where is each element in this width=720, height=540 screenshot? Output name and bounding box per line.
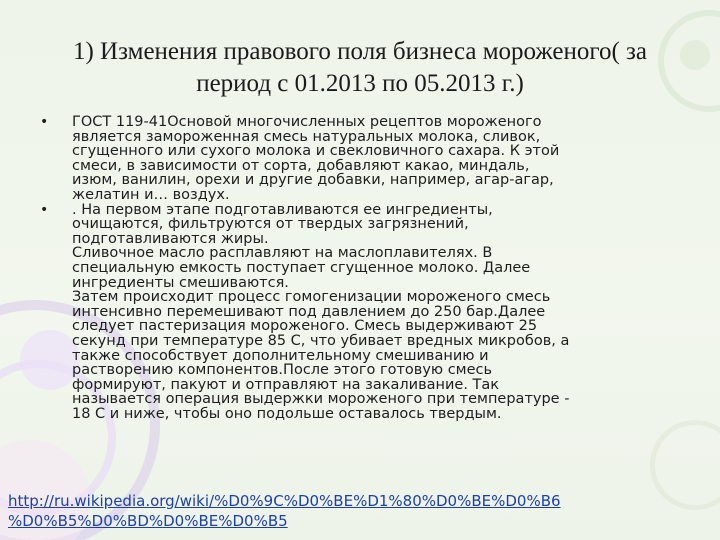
bullet-process: • . На первом этапе подготавливаются ее ингредиенты, очищаются, фильтруются от твердых загрязнений, подготавливаются жиры. Сливочное масло расплавляют на маслоплавителях. В специальную емкость поступает сгущенное молоко. Далее ингредиенты смешиваются. Затем происходит процесс гомогенизации мороженого смесь интенсивно перемешивают под давлением до 250 бар.Далее следует пастеризация мороженого. Смесь выдерживают 25 секунд при температуре 85 С, что убивает вредных микробов, а также способствует дополнительному смешиванию и растворению компонентов.После этого готовую смесь формируют, пакуют и отправляют на закаливание. Так называется операция выдержки мороженого при температуре - 18 С и ниже, чтобы оно подольше оставалось твердым. — [20, 203, 690, 422]
bullet-gost: • ГОСТ 119-41Основой многочисленных рецептов мороженого является замороженная смесь натуральных молока, сливок, сгущенного или сухого молока и свекловичного сахара. К этой смеси, в зависимости от сорта, добавляют какао, миндаль, изюм, ванилин, орехи и другие добавки, например, агар-агар, желатин и… воздух. — [20, 115, 690, 203]
bullet-list — [20, 115, 690, 421]
decor-dot — [680, 40, 710, 70]
wikipedia-link[interactable]: http://ru.wikipedia.org/wiki/%D0%9C%D0%BE%D1%80%D0%BE%D0%B6 %D0%B5%D0%BD%D0%BE%D0%B5 — [8, 492, 561, 530]
slide-title: 1) Изменения правового поля бизнеса мороженого( за период с 01.2013 по 05.2013 г.) — [72, 38, 648, 97]
